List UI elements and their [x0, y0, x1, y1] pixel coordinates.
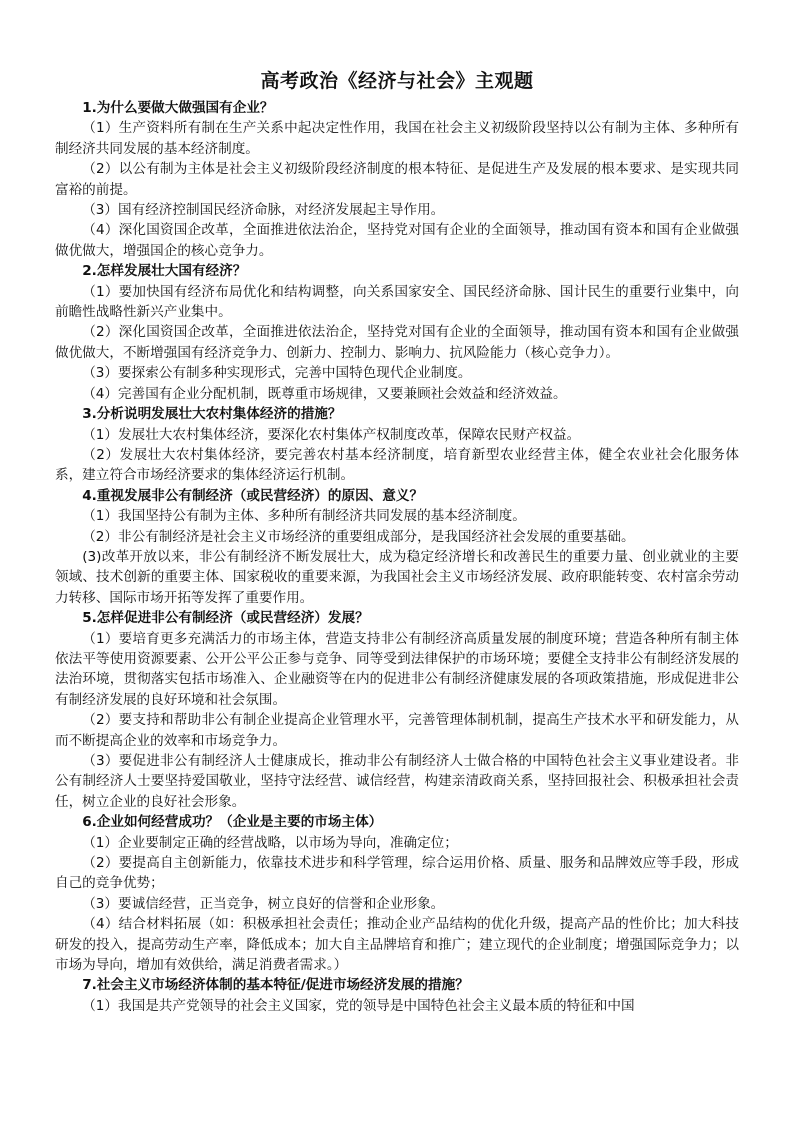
- question-section: [55, 261, 739, 404]
- question-heading: 3.分析说明发展壮大农村集体经济的措施？: [82, 406, 342, 423]
- answer-paragraph: （1）我国是共产党领导的社会主义国家，党的领导是中国特色社会主义最本质的特征和中国: [82, 997, 635, 1014]
- question-section: [55, 98, 739, 261]
- question-section: [55, 812, 739, 975]
- answer-paragraph: （1）企业要制定正确的经营战略，以市场为导向，准确定位；: [82, 834, 458, 851]
- answer-paragraph: （4）完善国有企业分配机制，既尊重市场规律，又要兼顾社会效益和经济效益。: [82, 385, 567, 402]
- answer-paragraph: （3）要探索公有制多种实现形式，完善中国特色现代企业制度。: [82, 365, 472, 382]
- question-heading: 7.社会主义市场经济体制的基本特征/促进市场经济发展的措施？: [82, 977, 469, 994]
- answer-paragraph: （1）要培育更多充满活力的市场主体，营造支持非公有制经济高质量发展的制度环境；营造各种所有制主体依法平等使用资源要素、公开公平公正参与竞争、同等受到法律保护的市场环境；要健全支持非公有制经济发展的法治环境，贯彻落实包括市场准入、企业融资等在内的促进非公有制经济健康发展的各项政策措施，形成促进非公有制经济发展的良好环境和社会氛围。: [55, 630, 739, 708]
- answer-paragraph: (3)改革开放以来，非公有制经济不断发展壮大，成为稳定经济增长和改善民生的重要力量、创业就业的主要领域、技术创新的重要主体、国家税收的重要来源，为我国社会主义市场经济发展、政府职能转变、农村富余劳动力转移、国际市场开拓等发挥了重要作用。: [55, 548, 739, 606]
- question-section: [55, 486, 739, 608]
- answer-paragraph: （3）要促进非公有制经济人士健康成长，推动非公有制经济人士做合格的中国特色社会主义事业建设者。非公有制经济人士要坚持爱国敬业，坚持守法经营、诚信经营，构建亲清政商关系，坚持回报社会、积极承担社会责任，树立企业的良好社会形象。: [55, 753, 739, 810]
- answer-paragraph: （2）要提高自主创新能力，依靠技术进步和科学管理，综合运用价格、质量、服务和品牌效应等手段，形成自己的竞争优势；: [55, 855, 739, 892]
- question-heading: 5.怎样促进非公有制经济（或民营经济）发展？: [82, 610, 369, 627]
- question-section: [55, 404, 739, 486]
- answer-paragraph: （2）要支持和帮助非公有制企业提高企业管理水平，完善管理体制机制，提高生产技术水平和研发能力，从而不断提高企业的效率和市场竞争力。: [55, 712, 739, 749]
- answer-paragraph: （2）发展壮大农村集体经济，要完善农村基本经济制度，培育新型农业经营主体，健全农业社会化服务体系，建立符合市场经济要求的集体经济运行机制。: [55, 446, 739, 484]
- question-heading: 2.怎样发展壮大国有经济？: [82, 263, 247, 280]
- question-heading: 6.企业如何经营成功？（企业是主要的市场主体）: [82, 814, 383, 831]
- question-section: [55, 975, 739, 1016]
- question-heading: 4.重视发展非公有制经济（或民营经济）的原因、意义？: [82, 487, 424, 504]
- answer-paragraph: （1）发展壮大农村集体经济，要深化农村集体产权制度改革，保障农民财产权益。: [82, 426, 581, 443]
- answer-paragraph: （3）要诚信经营，正当竞争，树立良好的信誉和企业形象。: [82, 895, 445, 912]
- document-title: 高考政治《经济与社会》主观题: [260, 70, 534, 92]
- answer-paragraph: （1）我国坚持公有制为主体、多种所有制经济共同发展的基本经济制度。: [82, 508, 526, 525]
- answer-paragraph: （3）国有经济控制国民经济命脉，对经济发展起主导作用。: [82, 202, 445, 219]
- answer-paragraph: （4）结合材料拓展（如：积极承担社会责任；推动企业产品结构的优化升级，提高产品的性价比；加大科技研发的投入，提高劳动生产率，降低成本；加大自主品牌培育和推广；建立现代的企业制度；增强国际竞争力；以市场为导向，增加有效供给，满足消费者需求。）: [55, 916, 739, 974]
- document-page: [55, 68, 739, 1016]
- answer-paragraph: （2）非公有制经济是社会主义市场经济的重要组成部分，是我国经济社会发展的重要基础。: [82, 528, 635, 545]
- question-section: [55, 608, 739, 812]
- answer-paragraph: （2）深化国资国企改革，全面推进依法治企，坚持党对国有企业的全面领导，推动国有资本和国有企业做强做优做大，不断增强国有经济竞争力、创新力、控制力、影响力、抗风险能力（核心竞争力）。: [55, 324, 739, 361]
- answer-paragraph: （1）生产资料所有制在生产关系中起决定性作用，我国在社会主义初级阶段坚持以公有制为主体、多种所有制经济共同发展的基本经济制度。: [55, 120, 739, 157]
- answer-paragraph: （1）要加快国有经济布局优化和结构调整，向关系国家安全、国民经济命脉、国计民生的重要行业集中，向前瞻性战略性新兴产业集中。: [55, 283, 739, 321]
- answer-paragraph: （2）以公有制为主体是社会主义初级阶段经济制度的根本特征、是促进生产及发展的根本要求、是实现共同富裕的前提。: [55, 161, 739, 198]
- question-heading: 1.为什么要做大做强国有企业？: [82, 100, 274, 116]
- answer-paragraph: （4）深化国资国企改革，全面推进依法治企，坚持党对国有企业的全面领导，推动国有资本和国有企业做强做优做大，增强国企的核心竞争力。: [55, 222, 739, 259]
- document-body: [55, 98, 739, 1016]
